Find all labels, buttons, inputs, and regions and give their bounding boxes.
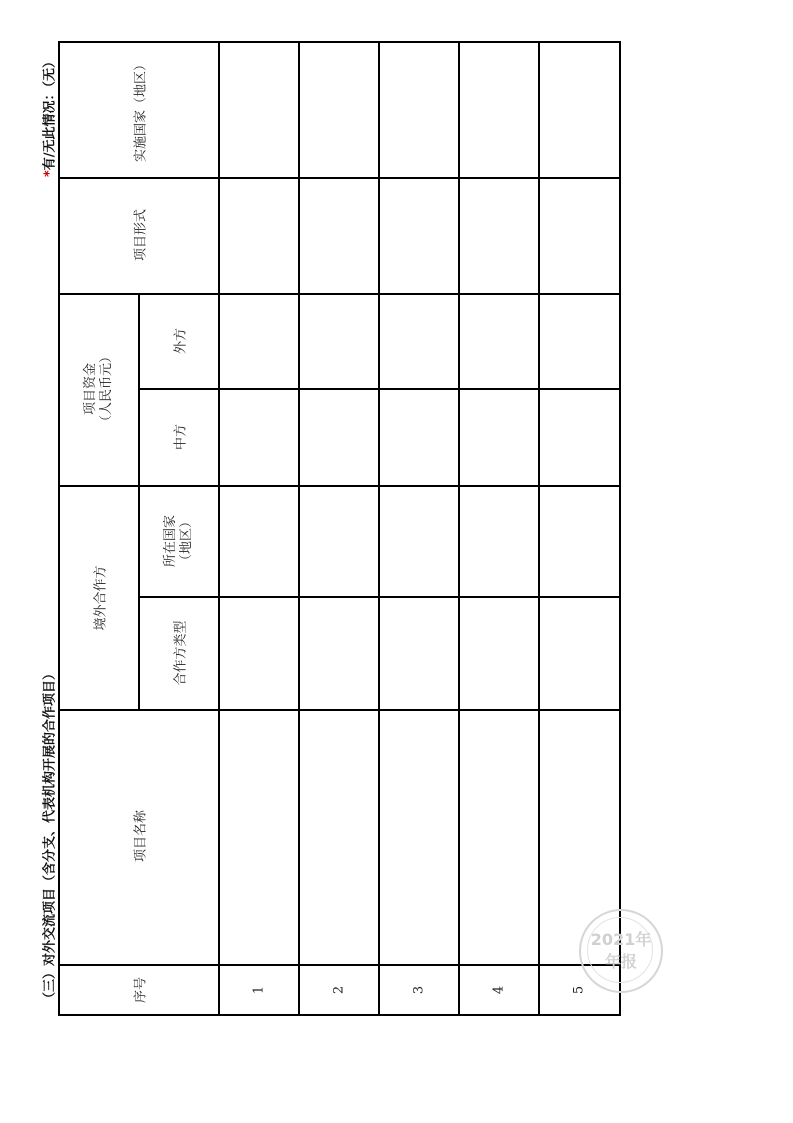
- status-text: 有/无此情况：（无）: [42, 54, 58, 171]
- row-seq: 2: [331, 985, 347, 995]
- header-partner-group: 境外合作方: [93, 565, 109, 631]
- watermark-line2: 年报: [604, 952, 637, 971]
- header-implement-country: 实施国家（地区）: [133, 57, 149, 163]
- header-funds-line1: 项目资金: [83, 362, 98, 416]
- section-title: （三）对外交流项目（含分支、代表机构开展的合作项目）: [42, 666, 58, 1006]
- row-seq: 4: [491, 985, 507, 995]
- status-label: [39, 55, 58, 177]
- header-funds-foreign: 外方: [173, 327, 189, 355]
- row-seq: 1: [251, 985, 267, 995]
- header-funds: [83, 350, 115, 428]
- row-seq: 3: [411, 985, 427, 995]
- header-seq: 序号: [133, 976, 149, 1004]
- header-project-form: 项目形式: [133, 208, 149, 262]
- header-partner-country: [163, 515, 195, 567]
- row-seq: 5: [571, 985, 587, 995]
- watermark-stamp: [579, 909, 663, 993]
- header-partner-type: 合作方类型: [173, 620, 189, 686]
- header-project-name: 项目名称: [133, 809, 149, 863]
- header-funds-china: 中方: [173, 423, 189, 451]
- required-star: *: [42, 170, 58, 178]
- header-partner-country-line2: （地区）: [179, 514, 194, 568]
- watermark-line1: 2021年: [590, 930, 652, 949]
- header-funds-line2: （人民币元）: [99, 349, 114, 429]
- header-partner-country-line1: 所在国家: [163, 514, 178, 568]
